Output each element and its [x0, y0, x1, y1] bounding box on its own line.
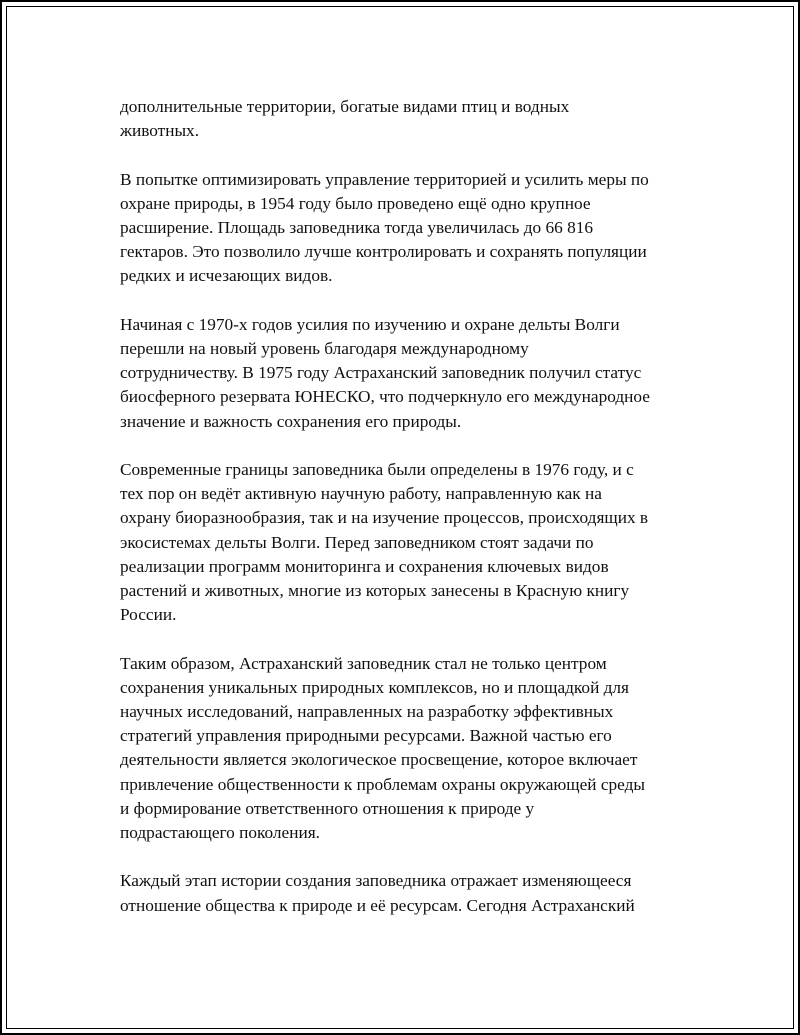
paragraph-1: дополнительные территории, богатые видами птиц и водных животных.	[120, 97, 570, 141]
paragraph-4: Современные границы заповедника были определены в 1976 году, и с тех пор он ведёт активную научную работу, направленную как на охрану биоразнообразия, так и на изучение процессов, происходящих в экосистемах дельты Волги. Перед заповедником стоят задачи по реализации программ мониторинга и сохранения ключевых видов растений и животных, многие из которых занесены в Красную книгу России.	[120, 460, 649, 625]
document-body	[120, 95, 695, 942]
paragraph-5: Таким образом, Астраханский заповедник стал не только центром сохранения уникальных природных комплексов, но и площадкой для научных исследований, направленных на разработку эффективных стратегий управления природными ресурсами. Важной частью его деятельности является экологическое просвещение, которое включает привлечение общественности к проблемам охраны окружающей среды и формирование ответственного отношения к природе у подрастающего поколения.	[120, 653, 646, 843]
paragraph-2: В попытке оптимизировать управление территорией и усилить меры по охране природы, в 1954 году было проведено ещё одно крупное расширение. Площадь заповедника тогда увеличилась до 66 816 гектаров. Это позволило лучше контролировать и сохранять популяции редких и исчезающих видов.	[120, 169, 649, 286]
paragraph-3: Начиная с 1970-х годов усилия по изучению и охране дельты Волги перешли на новый уровень благодаря международному сотрудничеству. В 1975 году Астраханский заповедник получил статус биосферного резервата ЮНЕСКО, что подчеркнуло его международное значение и важность сохранения его природы.	[120, 314, 650, 431]
paragraph-6: Каждый этап истории создания заповедника отражает изменяющееся отношение общества к природе и её ресурсам. Сегодня Астраханский	[120, 871, 635, 915]
